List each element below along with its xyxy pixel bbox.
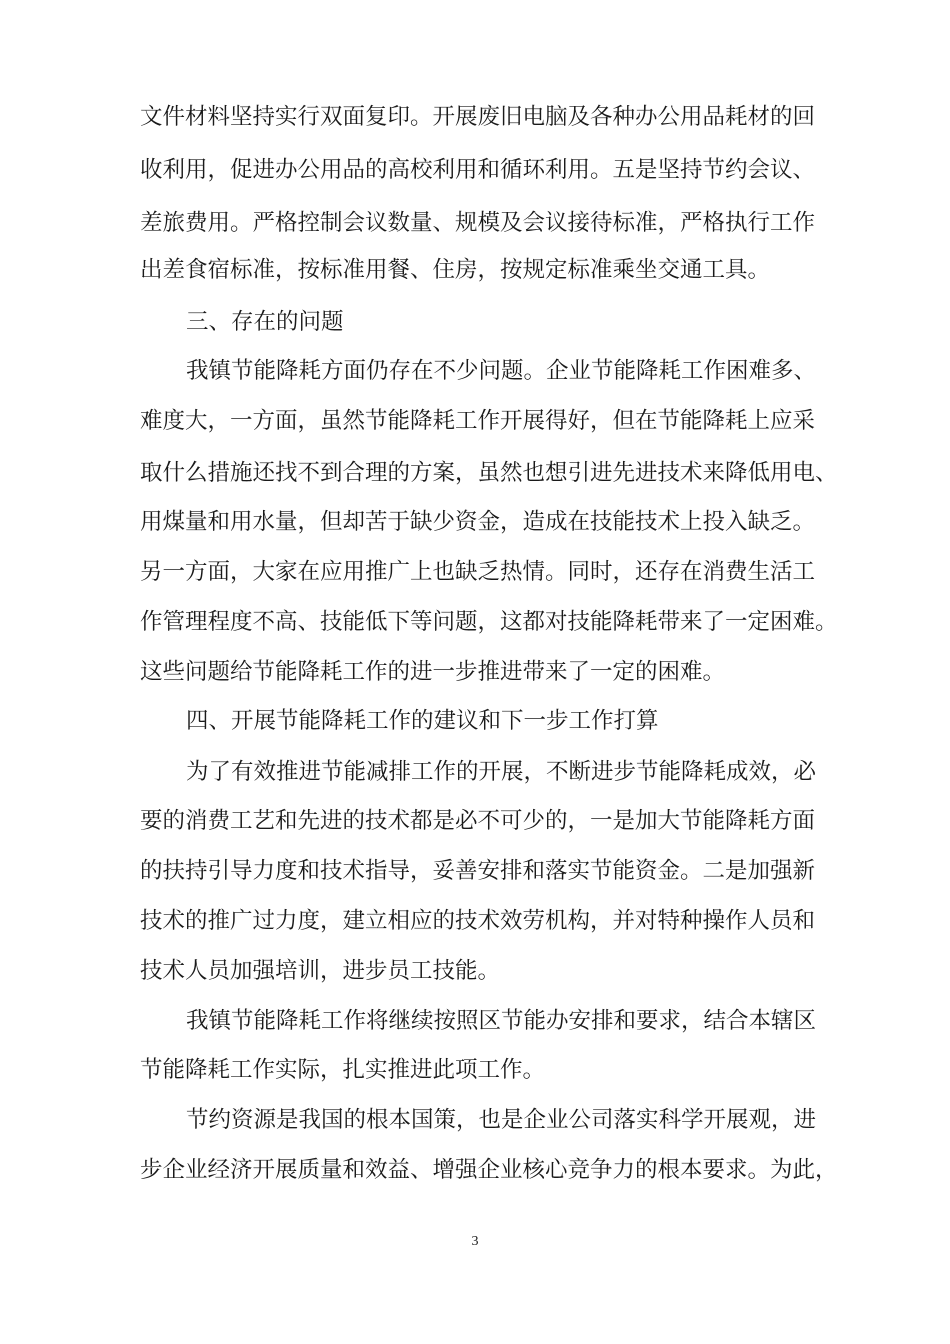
text-line: 技术人员加强培训，进步员工技能。 — [140, 958, 501, 984]
text-line: 难度大，一方面，虽然节能降耗工作开展得好，但在节能降耗上应采 — [140, 408, 816, 434]
text-line: 为了有效推进节能减排工作的开展，不断进步节能降耗成效，必 — [186, 759, 817, 785]
text-line: 要的消费工艺和先进的技术都是必不可少的，一是加大节能降耗方面 — [140, 808, 816, 834]
text-line: 技术的推广过力度，建立相应的技术效劳机构，并对特种操作人员和 — [140, 908, 816, 934]
text-line: 的扶持引导力度和技术指导，妥善安排和落实节能资金。二是加强新 — [140, 858, 816, 884]
text-line: 节约资源是我国的根本国策，也是企业公司落实科学开展观，进 — [186, 1107, 817, 1133]
page-number: 3 — [471, 1234, 479, 1249]
text-line: 另一方面，大家在应用推广上也缺乏热情。同时，还存在消费生活工 — [140, 559, 816, 585]
text-line: 取什么措施还找不到合理的方案，虽然也想引进先进技术来降低用电、 — [140, 460, 838, 486]
section-heading: 三、存在的问题 — [186, 309, 344, 335]
text-line: 步企业经济开展质量和效益、增强企业核心竞争力的根本要求。为此， — [140, 1157, 838, 1183]
text-line: 节能降耗工作实际，扎实推进此项工作。 — [140, 1057, 546, 1083]
text-line: 收利用，促进办公用品的高校利用和循环利用。五是坚持节约会议、 — [140, 157, 816, 183]
text-line: 我镇节能降耗工作将继续按照区节能办安排和要求，结合本辖区 — [186, 1008, 817, 1034]
text-line: 用煤量和用水量，但却苦于缺少资金，造成在技能技术上投入缺乏。 — [140, 509, 816, 535]
text-line: 差旅费用。严格控制会议数量、规模及会议接待标准，严格执行工作 — [140, 210, 816, 236]
text-line: 我镇节能降耗方面仍存在不少问题。企业节能降耗工作困难多、 — [186, 358, 817, 384]
text-line: 这些问题给节能降耗工作的进一步推进带来了一定的困难。 — [140, 659, 726, 685]
text-line: 作管理程度不高、技能低下等问题，这都对技能降耗带来了一定困难。 — [140, 609, 838, 635]
section-heading: 四、开展节能降耗工作的建议和下一步工作打算 — [186, 708, 659, 734]
text-line: 文件材料坚持实行双面复印。开展废旧电脑及各种办公用品耗材的回 — [140, 104, 816, 130]
text-line: 出差食宿标准，按标准用餐、住房，按规定标准乘坐交通工具。 — [140, 257, 771, 283]
